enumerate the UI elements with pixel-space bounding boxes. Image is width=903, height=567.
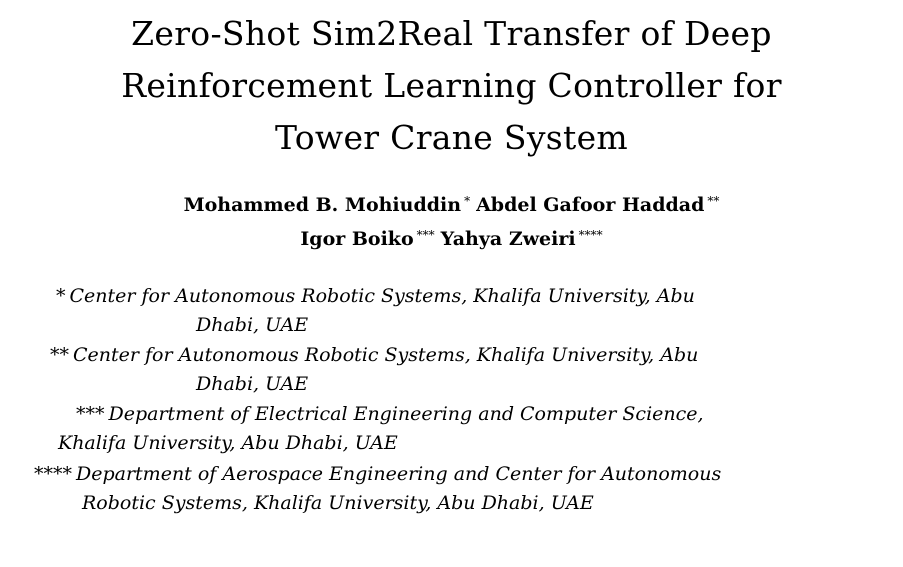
title-line: Reinforcement Learning Controller for [121, 66, 782, 105]
affiliation-text: Dhabi, UAE [196, 314, 309, 336]
affiliation-text: Center for Autonomous Robotic Systems, Khalifa University, Abu [69, 285, 695, 307]
affiliation-mark: ** [707, 194, 720, 208]
affiliation-mark: * [464, 194, 471, 208]
affiliation-1-line-1 [56, 283, 695, 309]
affiliation-text: Department of Electrical Engineering and Computer Science, [108, 403, 704, 425]
affiliation-text: Department of Aerospace Engineering and Center for Autonomous [76, 463, 722, 485]
author-list [0, 186, 903, 254]
affiliation-3-line-2 [58, 430, 398, 456]
affiliation-mark: *** [416, 228, 435, 242]
affiliation-mark: *** [76, 403, 105, 425]
title-line: Tower Crane System [275, 118, 628, 157]
author-name: Mohammed B. Mohiuddin [183, 194, 462, 216]
author-name: Abdel Gafoor Haddad [476, 194, 705, 216]
affiliation-text: Khalifa University, Abu Dhabi, UAE [58, 432, 398, 454]
affiliation-1-line-2 [196, 312, 308, 338]
affiliation-mark: ** [50, 344, 69, 366]
affiliation-mark: * [56, 285, 66, 307]
affiliation-text: Robotic Systems, Khalifa University, Abu Dhabi, UAE [82, 492, 594, 514]
author-name: Yahya Zweiri [440, 228, 576, 250]
affiliation-2-line-1 [50, 342, 698, 368]
author-row [0, 220, 903, 254]
affiliation-mark: **** [578, 228, 603, 242]
affiliation-4-line-2 [82, 490, 594, 516]
affiliation-mark: **** [34, 463, 72, 485]
author-name: Igor Boiko [300, 228, 414, 250]
title-line: Zero-Shot Sim2Real Transfer of Deep [131, 14, 772, 53]
affiliation-4-line-1 [34, 461, 721, 487]
affiliation-3-line-1 [76, 401, 704, 427]
affiliation-text: Dhabi, UAE [196, 373, 309, 395]
affiliation-2-line-2 [196, 371, 308, 397]
author-row [0, 186, 903, 220]
affiliation-text: Center for Autonomous Robotic Systems, Khalifa University, Abu [73, 344, 699, 366]
paper-title [0, 8, 903, 164]
